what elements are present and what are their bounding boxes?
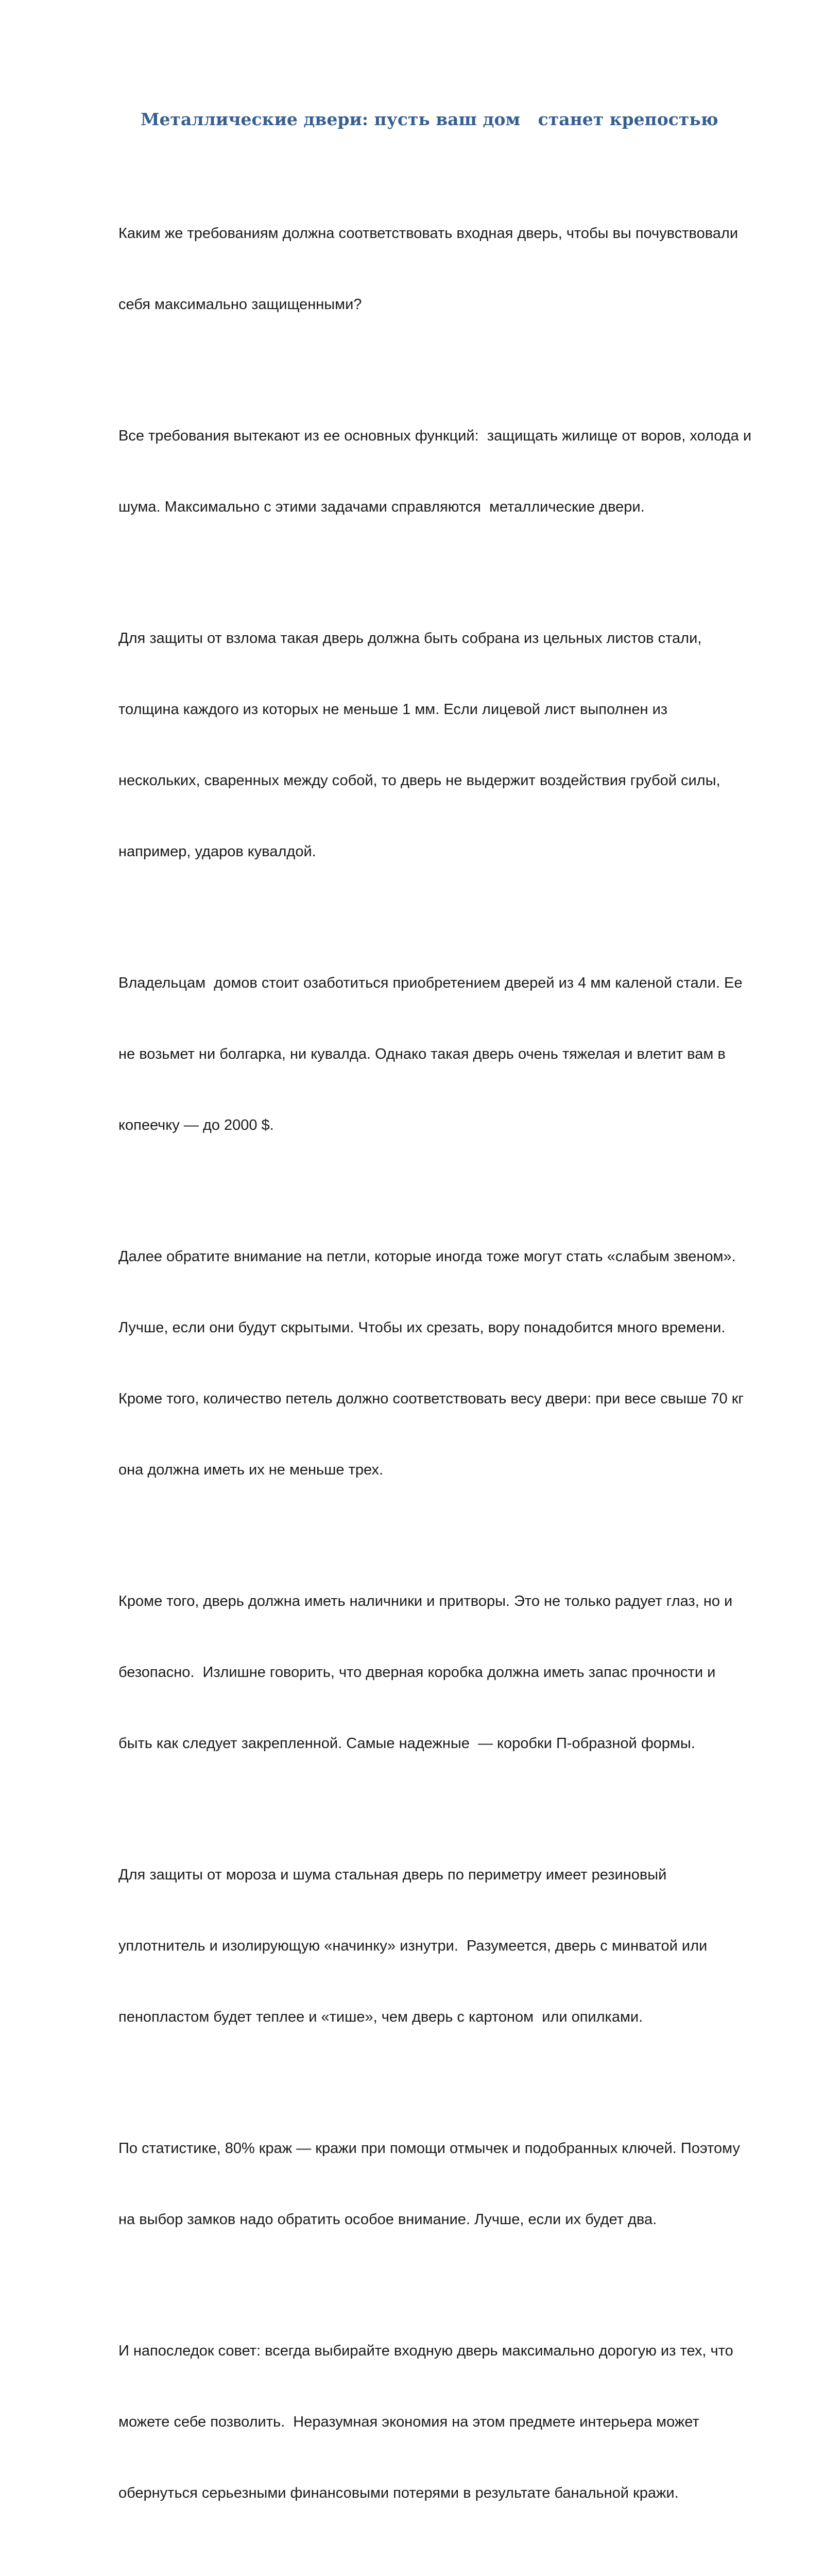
paragraph-line: можете себе позволить. Неразумная экономия на этом предмете интерьера может [118, 2414, 699, 2430]
paragraph [118, 2565, 767, 2576]
paragraph-line: Кроме того, дверь должна иметь наличники и притворы. Это не только радует глаз, но и [118, 1593, 733, 1609]
paragraph-line: быть как следует закрепленной. Самые надежные — коробки П-образной формы. [118, 1735, 695, 1752]
paragraph-line: обернуться серьезными финансовыми потерями в результате банальной кражи. [118, 2485, 679, 2501]
paragraph-line: Владельцам домов стоит озаботиться приобретением дверей из 4 мм каленой стали. Ее [118, 975, 743, 991]
paragraph-line: шума. Максимально с этими задачами справляются металлические двери. [118, 499, 645, 515]
paragraph [118, 377, 767, 566]
document-title: Металлические двери: пусть ваш дом станет крепостью [141, 109, 718, 129]
paragraph-line: Для защиты от мороза и шума стальная дверь по периметру имеет резиновый [118, 1867, 667, 1883]
paragraph [118, 1816, 767, 2076]
paragraph-line: Каким же требованиям должна соответствовать входная дверь, чтобы вы почувствовали [118, 225, 739, 242]
paragraph-line: Лучше, если они будут скрытыми. Чтобы их срезать, вору понадобится много времени. [118, 1319, 726, 1336]
paragraph-line: Все требования вытекают из ее основных функций: защищать жилище от воров, холода и [118, 428, 752, 444]
paragraph-line: уплотнитель и изолирующую «начинку» изнутри. Разумеется, дверь с минватой или [118, 1938, 708, 1954]
paragraph-line: Кроме того, количество петель должно соответствовать весу двери: при весе свыше 70 кг [118, 1391, 744, 1407]
paragraph-line: И напоследок совет: всегда выбирайте входную дверь максимально дорогую из тех, что [118, 2343, 733, 2359]
paragraph-line: Для защиты от взлома такая дверь должна быть собрана из цельных листов стали, [118, 630, 702, 647]
paragraph-line: нескольких, сваренных между собой, то дверь не выдержит воздействия грубой силы, [118, 772, 720, 789]
paragraph-line: толщина каждого из которых не меньше 1 мм. Если лицевой лист выполнен из [118, 701, 668, 718]
paragraph-line: безопасно. Излишне говорить, что дверная коробка должна иметь запас прочности и [118, 1664, 716, 1681]
paragraph-line: например, ударов кувалдой. [118, 843, 316, 860]
paragraph [118, 924, 767, 1184]
paragraph-line: Далее обратите внимание на петли, которые иногда тоже могут стать «слабым звеном». [118, 1248, 736, 1265]
paragraph [118, 1197, 767, 1529]
paragraph-line: на выбор замков надо обратить особое внимание. Лучше, если их будет два. [118, 2211, 657, 2228]
paragraph [118, 579, 767, 911]
paragraph-line: копеечку — до 2000 $. [118, 1117, 274, 1133]
paragraph-line: По статистике, 80% краж — кражи при помощи отмычек и подобранных ключей. Поэтому [118, 2140, 740, 2157]
paragraph-line: себя максимально защищенными? [118, 296, 362, 313]
paragraph [118, 2089, 767, 2279]
paragraph [118, 1542, 767, 1803]
paragraph-line: пенопластом будет теплее и «тише», чем дверь с картоном или опилками. [118, 2009, 643, 2025]
paragraph [118, 174, 767, 364]
paragraph-line: она должна иметь их не меньше трех. [118, 1462, 384, 1478]
paragraph-line: не возьмет ни болгарка, ни кувалда. Однако такая дверь очень тяжелая и влетит вам в [118, 1046, 726, 1062]
document-body [118, 174, 767, 2576]
paragraph [118, 2292, 767, 2552]
